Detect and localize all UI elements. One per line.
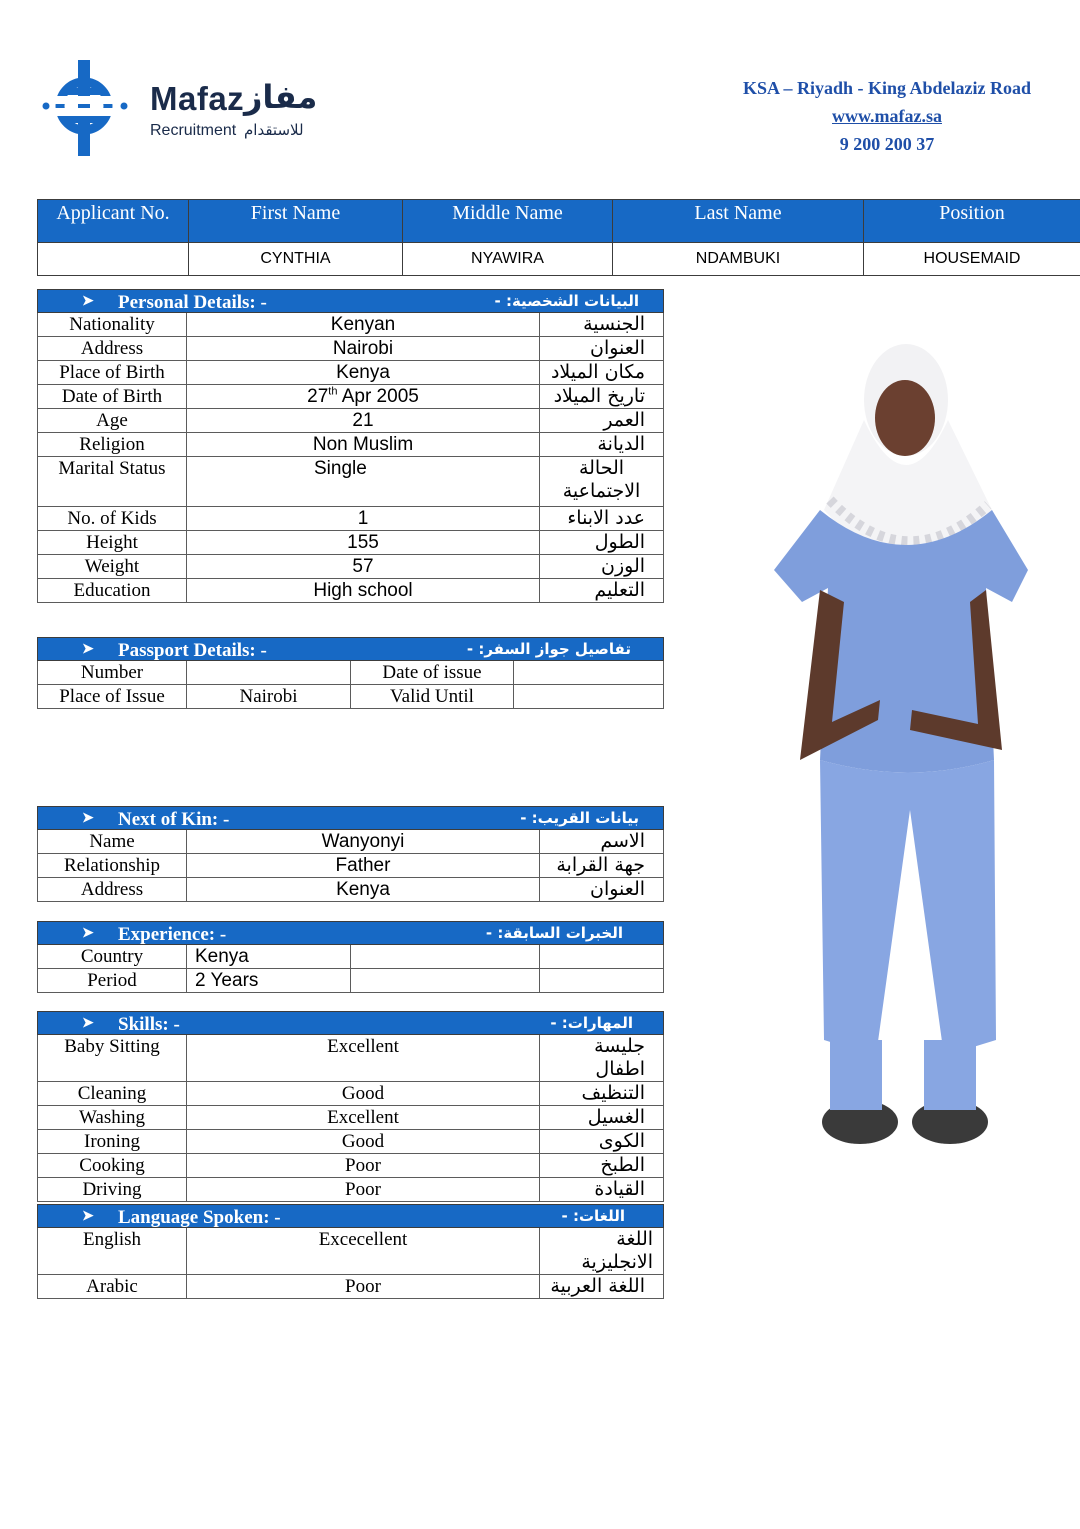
empty-cell bbox=[351, 945, 540, 969]
row-label: Name bbox=[38, 830, 187, 854]
table-row bbox=[38, 1228, 664, 1275]
header-position: Position bbox=[864, 200, 1080, 243]
row-label-ar: اللغة الانجليزية bbox=[540, 1228, 664, 1275]
row-value: 21 bbox=[187, 409, 540, 433]
row-label: Address bbox=[38, 337, 187, 361]
table-row bbox=[38, 1106, 664, 1130]
header-middle-name: Middle Name bbox=[403, 200, 613, 243]
row-label: Marital Status bbox=[38, 457, 187, 507]
table-row bbox=[38, 878, 664, 902]
row-value: 1 bbox=[187, 507, 540, 531]
table-row bbox=[38, 555, 664, 579]
row-value: Kenya bbox=[187, 945, 351, 969]
row-label-ar: الحالة الاجتماعية bbox=[540, 457, 664, 507]
dob-day: 27 bbox=[307, 386, 329, 407]
row-label: Weight bbox=[38, 555, 187, 579]
arrow-icon: ➤ bbox=[82, 1016, 94, 1031]
header-applicant-no: Applicant No. bbox=[38, 200, 189, 243]
empty-cell bbox=[540, 945, 664, 969]
arrow-icon: ➤ bbox=[82, 642, 94, 657]
table-row bbox=[38, 1082, 664, 1106]
table-row bbox=[38, 661, 664, 685]
row-label: Country bbox=[38, 945, 187, 969]
row-label-ar: تاريخ الميلاد bbox=[540, 385, 664, 409]
table-row bbox=[38, 1130, 664, 1154]
position-value: HOUSEMAID bbox=[864, 243, 1080, 276]
row-label: Religion bbox=[38, 433, 187, 457]
row-label: Nationality bbox=[38, 313, 187, 337]
row-label: No. of Kids bbox=[38, 507, 187, 531]
header-first-name: First Name bbox=[189, 200, 403, 243]
company-phone: 9 200 200 37 bbox=[839, 134, 935, 154]
applicant-value-row bbox=[38, 243, 1080, 276]
company-website-link[interactable]: www.mafaz.sa bbox=[832, 106, 942, 126]
table-row bbox=[38, 531, 664, 555]
row-value: Non Muslim bbox=[187, 433, 540, 457]
table-row bbox=[38, 433, 664, 457]
table-row bbox=[38, 409, 664, 433]
row-label-ar: جهة القرابة bbox=[540, 854, 664, 878]
row-label: Address bbox=[38, 878, 187, 902]
experience-title-ar: الخبرات السابقة: - bbox=[485, 924, 623, 942]
passport-section-header bbox=[38, 638, 664, 661]
languages-table bbox=[37, 1204, 664, 1299]
table-row bbox=[38, 1035, 664, 1082]
skills-section-header bbox=[38, 1012, 664, 1035]
skills-title-en: Skills: - bbox=[118, 1014, 180, 1035]
issue-date-value bbox=[514, 661, 664, 685]
table-row bbox=[38, 945, 664, 969]
row-label-ar: العنوان bbox=[540, 878, 664, 902]
row-value: Single bbox=[187, 457, 540, 507]
row-label: Date of Birth bbox=[38, 385, 187, 409]
row-label-ar: الجنسية bbox=[540, 313, 664, 337]
table-row bbox=[38, 854, 664, 878]
table-row bbox=[38, 361, 664, 385]
table-row bbox=[38, 685, 664, 709]
place-of-issue-value: Nairobi bbox=[187, 685, 351, 709]
row-value: Poor bbox=[187, 1178, 540, 1202]
table-row bbox=[38, 1154, 664, 1178]
company-contact bbox=[722, 74, 1052, 158]
table-row bbox=[38, 385, 664, 409]
valid-until-value bbox=[514, 685, 664, 709]
row-label: Baby Sitting bbox=[38, 1035, 187, 1082]
logo-sub-en: Recruitment bbox=[150, 122, 237, 139]
row-label-ar: التنظيف bbox=[540, 1082, 664, 1106]
row-label: Relationship bbox=[38, 854, 187, 878]
row-value: 155 bbox=[187, 531, 540, 555]
issue-date-label: Date of issue bbox=[351, 661, 514, 685]
applicant-header-row bbox=[38, 200, 1080, 243]
row-label-ar: الغسيل bbox=[540, 1106, 664, 1130]
row-label-ar: الطبخ bbox=[540, 1154, 664, 1178]
company-location: KSA – Riyadh - King Abdelaziz Road bbox=[742, 78, 1032, 98]
logo-name-en: Mafaz bbox=[150, 80, 245, 117]
row-value: Excellent bbox=[187, 1035, 540, 1082]
arrow-icon: ➤ bbox=[82, 294, 94, 309]
arrow-icon: ➤ bbox=[82, 1209, 94, 1224]
table-row bbox=[38, 1178, 664, 1202]
skills-table bbox=[37, 1011, 664, 1202]
languages-title-ar: اللغات: - bbox=[561, 1207, 626, 1225]
row-label-ar: اللغة العربية bbox=[540, 1275, 664, 1299]
experience-section-header bbox=[38, 922, 664, 945]
dob-rest: Apr 2005 bbox=[337, 386, 419, 407]
languages-section-header bbox=[38, 1205, 664, 1228]
row-label-ar: العمر bbox=[540, 409, 664, 433]
personal-section-header bbox=[38, 290, 664, 313]
row-label: Age bbox=[38, 409, 187, 433]
personal-title-ar: البيانات الشخصية: - bbox=[494, 292, 640, 310]
row-label-ar: جليسة اطفال bbox=[540, 1035, 664, 1082]
row-label: English bbox=[38, 1228, 187, 1275]
row-label-ar: الكوى bbox=[540, 1130, 664, 1154]
row-value: Kenyan bbox=[187, 313, 540, 337]
row-value: Nairobi bbox=[187, 337, 540, 361]
applicant-table bbox=[37, 199, 1080, 276]
languages-title-en: Language Spoken: - bbox=[118, 1207, 281, 1228]
passport-number-value bbox=[187, 661, 351, 685]
row-value: Good bbox=[187, 1082, 540, 1106]
date-of-birth-value bbox=[187, 385, 540, 409]
row-label-ar: الديانة bbox=[540, 433, 664, 457]
row-label: Cleaning bbox=[38, 1082, 187, 1106]
row-label-ar: العنوان bbox=[540, 337, 664, 361]
row-label: Arabic bbox=[38, 1275, 187, 1299]
passport-details-table bbox=[37, 637, 664, 709]
experience-table bbox=[37, 921, 664, 993]
passport-title-ar: تفاصيل جواز السفر: - bbox=[466, 640, 631, 658]
passport-title-en: Passport Details: - bbox=[118, 640, 267, 661]
valid-until-label: Valid Until bbox=[351, 685, 514, 709]
row-label-ar: القيادة bbox=[540, 1178, 664, 1202]
row-value: Kenya bbox=[187, 361, 540, 385]
row-value: Poor bbox=[187, 1275, 540, 1299]
row-value: Wanyonyi bbox=[187, 830, 540, 854]
applicant-no-value bbox=[38, 243, 189, 276]
logo-sub-ar: للاستقدام bbox=[244, 121, 304, 139]
row-label-ar: الطول bbox=[540, 531, 664, 555]
table-row bbox=[38, 579, 664, 603]
next-of-kin-table bbox=[37, 806, 664, 902]
row-value: High school bbox=[187, 579, 540, 603]
last-name-value: NDAMBUKI bbox=[613, 243, 864, 276]
table-row bbox=[38, 1275, 664, 1299]
empty-cell bbox=[540, 969, 664, 993]
row-label: Education bbox=[38, 579, 187, 603]
table-row bbox=[38, 969, 664, 993]
kin-section-header bbox=[38, 807, 664, 830]
place-of-issue-label: Place of Issue bbox=[38, 685, 187, 709]
table-row bbox=[38, 337, 664, 361]
empty-cell bbox=[351, 969, 540, 993]
row-label-ar: الوزن bbox=[540, 555, 664, 579]
row-value: Excecellent bbox=[187, 1228, 540, 1275]
row-label-ar: عدد الابناء bbox=[540, 507, 664, 531]
row-value: Poor bbox=[187, 1154, 540, 1178]
row-value: Good bbox=[187, 1130, 540, 1154]
row-label-ar: الاسم bbox=[540, 830, 664, 854]
arrow-icon: ➤ bbox=[82, 926, 94, 941]
row-label-ar: مكان الميلاد bbox=[540, 361, 664, 385]
row-label: Height bbox=[38, 531, 187, 555]
table-row bbox=[38, 457, 664, 507]
middle-name-value: NYAWIRA bbox=[403, 243, 613, 276]
row-label: Ironing bbox=[38, 1130, 187, 1154]
first-name-value: CYNTHIA bbox=[189, 243, 403, 276]
personal-details-table bbox=[37, 289, 664, 603]
table-row bbox=[38, 313, 664, 337]
row-label: Period bbox=[38, 969, 187, 993]
passport-number-label: Number bbox=[38, 661, 187, 685]
row-value: 57 bbox=[187, 555, 540, 579]
header-last-name: Last Name bbox=[613, 200, 864, 243]
kin-title-en: Next of Kin: - bbox=[118, 809, 230, 830]
table-row bbox=[38, 507, 664, 531]
dob-suffix: th bbox=[328, 385, 338, 398]
row-label: Driving bbox=[38, 1178, 187, 1202]
row-label: Cooking bbox=[38, 1154, 187, 1178]
row-label-ar: التعليم bbox=[540, 579, 664, 603]
row-label: Place of Birth bbox=[38, 361, 187, 385]
row-label: Washing bbox=[38, 1106, 187, 1130]
experience-title-en: Experience: - bbox=[118, 924, 227, 945]
row-value: Kenya bbox=[187, 878, 540, 902]
skills-title-ar: المهارات: - bbox=[550, 1014, 634, 1032]
row-value: Father bbox=[187, 854, 540, 878]
row-value: Excellent bbox=[187, 1106, 540, 1130]
personal-title-en: Personal Details: - bbox=[118, 292, 267, 313]
applicant-photo bbox=[760, 340, 1040, 1170]
row-value: 2 Years bbox=[187, 969, 351, 993]
table-row bbox=[38, 830, 664, 854]
logo-name-ar: مفاز bbox=[244, 78, 318, 116]
kin-title-ar: بيانات القريب: - bbox=[520, 809, 640, 827]
arrow-icon: ➤ bbox=[82, 811, 94, 826]
